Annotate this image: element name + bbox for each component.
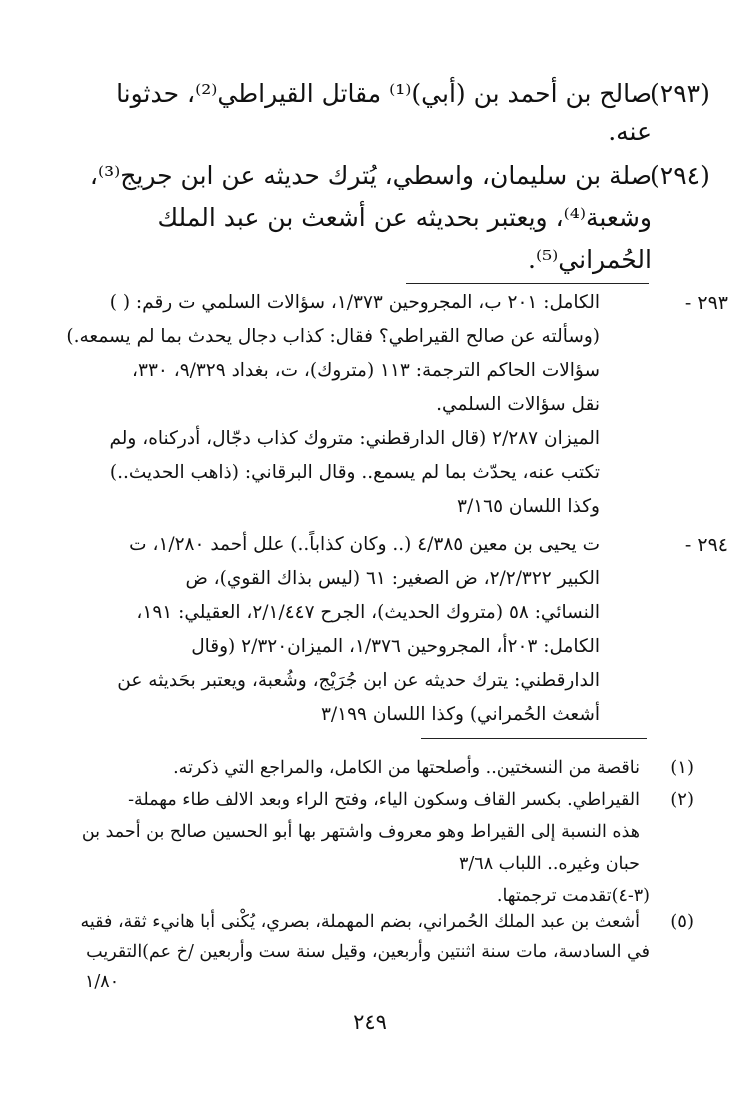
- entry-line: الحُمراني⁽⁵⁾.: [528, 245, 652, 274]
- entry-number: (٢٩٤): [650, 161, 710, 190]
- page-number: ٢٤٩: [353, 1010, 387, 1034]
- entry-number: (٢٩٣): [650, 79, 710, 108]
- commentary-line: تكتب عنه، يحدّث بما لم يسمع.. وقال البرقاني: (ذاهب الحديث..): [109, 462, 600, 483]
- commentary-line: ت يحيى بن معين ٤/٣٨٥ (.. وكان كذاباً..) علل أحمد ١/٢٨٠، ت: [129, 534, 600, 555]
- commentary-line: النسائي: ٥٨ (متروك الحديث)، الجرح ٢/١/٤٤٧، العقيلي: ١٩١،: [136, 602, 600, 623]
- footnote-number: (٥): [670, 911, 694, 932]
- footnote-line: حبان وغيره.. اللباب ٣/٦٨: [459, 854, 640, 874]
- commentary-line: نقل سؤالات السلمي.: [436, 394, 600, 415]
- footnote-line: في السادسة، مات سنة اثنتين وأربعين، وقيل سنة ست وأربعين /خ عم)التقريب: [86, 942, 650, 962]
- footnote-number: (١): [670, 757, 694, 778]
- footnote-divider: [421, 738, 647, 739]
- entry-line: وشعبة⁽⁴⁾، ويعتبر بحديثه عن أشعث بن عبد الملك: [157, 203, 652, 232]
- commentary-number: ٢٩٣ -: [684, 292, 728, 314]
- commentary-number: ٢٩٤ -: [684, 534, 728, 556]
- footnote-line: هذه النسبة إلى القيراط وهو معروف واشتهر بها أبو الحسين صالح بن أحمد بن: [81, 822, 640, 842]
- commentary-line: الكامل: ٢٠١ ب، المجروحين ١/٣٧٣، سؤالات السلمي ت رقم: ( ): [109, 292, 600, 313]
- entry-line: صالح بن أحمد بن (أبي)⁽¹⁾ مقاتل القيراطي⁽²⁾، حدثونا: [116, 79, 652, 108]
- commentary-line: الميزان ٢/٢٨٧ (قال الدارقطني: متروك كذاب دجّال، أدركناه، ولم: [109, 428, 600, 449]
- footnote-line: أشعث بن عبد الملك الحُمراني، بضم المهملة، بصري، يُكْنى أبا هانيء ثقة، فقيه: [80, 912, 640, 932]
- footnote-line: القيراطي. بكسر القاف وسكون الياء، وفتح الراء وبعد الالف طاء مهملة-: [128, 790, 640, 810]
- commentary-line: الكبير ٢/٢/٣٢٢، ض الصغير: ٦١ (ليس بذاك القوي)، ض: [185, 568, 600, 589]
- section-divider: [406, 283, 649, 284]
- commentary-line: أشعث الحُمراني) وكذا اللسان ٣/١٩٩: [320, 704, 600, 725]
- footnote-line: (٣-٤)تقدمت ترجمتها.: [496, 886, 650, 906]
- commentary-line: الدارقطني: يترك حديثه عن ابن جُرَيْج، وشُعبة، ويعتبر بحَديثه عن: [117, 670, 600, 691]
- commentary-line: (وسألته عن صالح القيراطي؟ فقال: كذاب دجال يحدث بما لم يسمعه.): [66, 326, 600, 347]
- footnote-line: ١/٨٠: [85, 972, 120, 992]
- footnote-number: (٢): [670, 789, 694, 810]
- commentary-line: سؤالات الحاكم الترجمة: ١١٣ (متروك)، ت، بغداد ٩/٣٢٩، ٣٣٠،: [132, 360, 600, 381]
- commentary-line: الكامل: ٢٠٣أ، المجروحين ١/٣٧٦، الميزان٢/٣٢٠ (وقال: [191, 636, 600, 657]
- commentary-line: وكذا اللسان ٣/١٦٥: [457, 496, 600, 517]
- entry-line: صلة بن سليمان، واسطي، يُترك حديثه عن ابن جريج⁽³⁾،: [89, 161, 652, 190]
- entry-line: عنه.: [608, 117, 652, 146]
- footnote-line: ناقصة من النسختين.. وأصلحتها من الكامل، والمراجع التي ذكرته.: [173, 758, 640, 778]
